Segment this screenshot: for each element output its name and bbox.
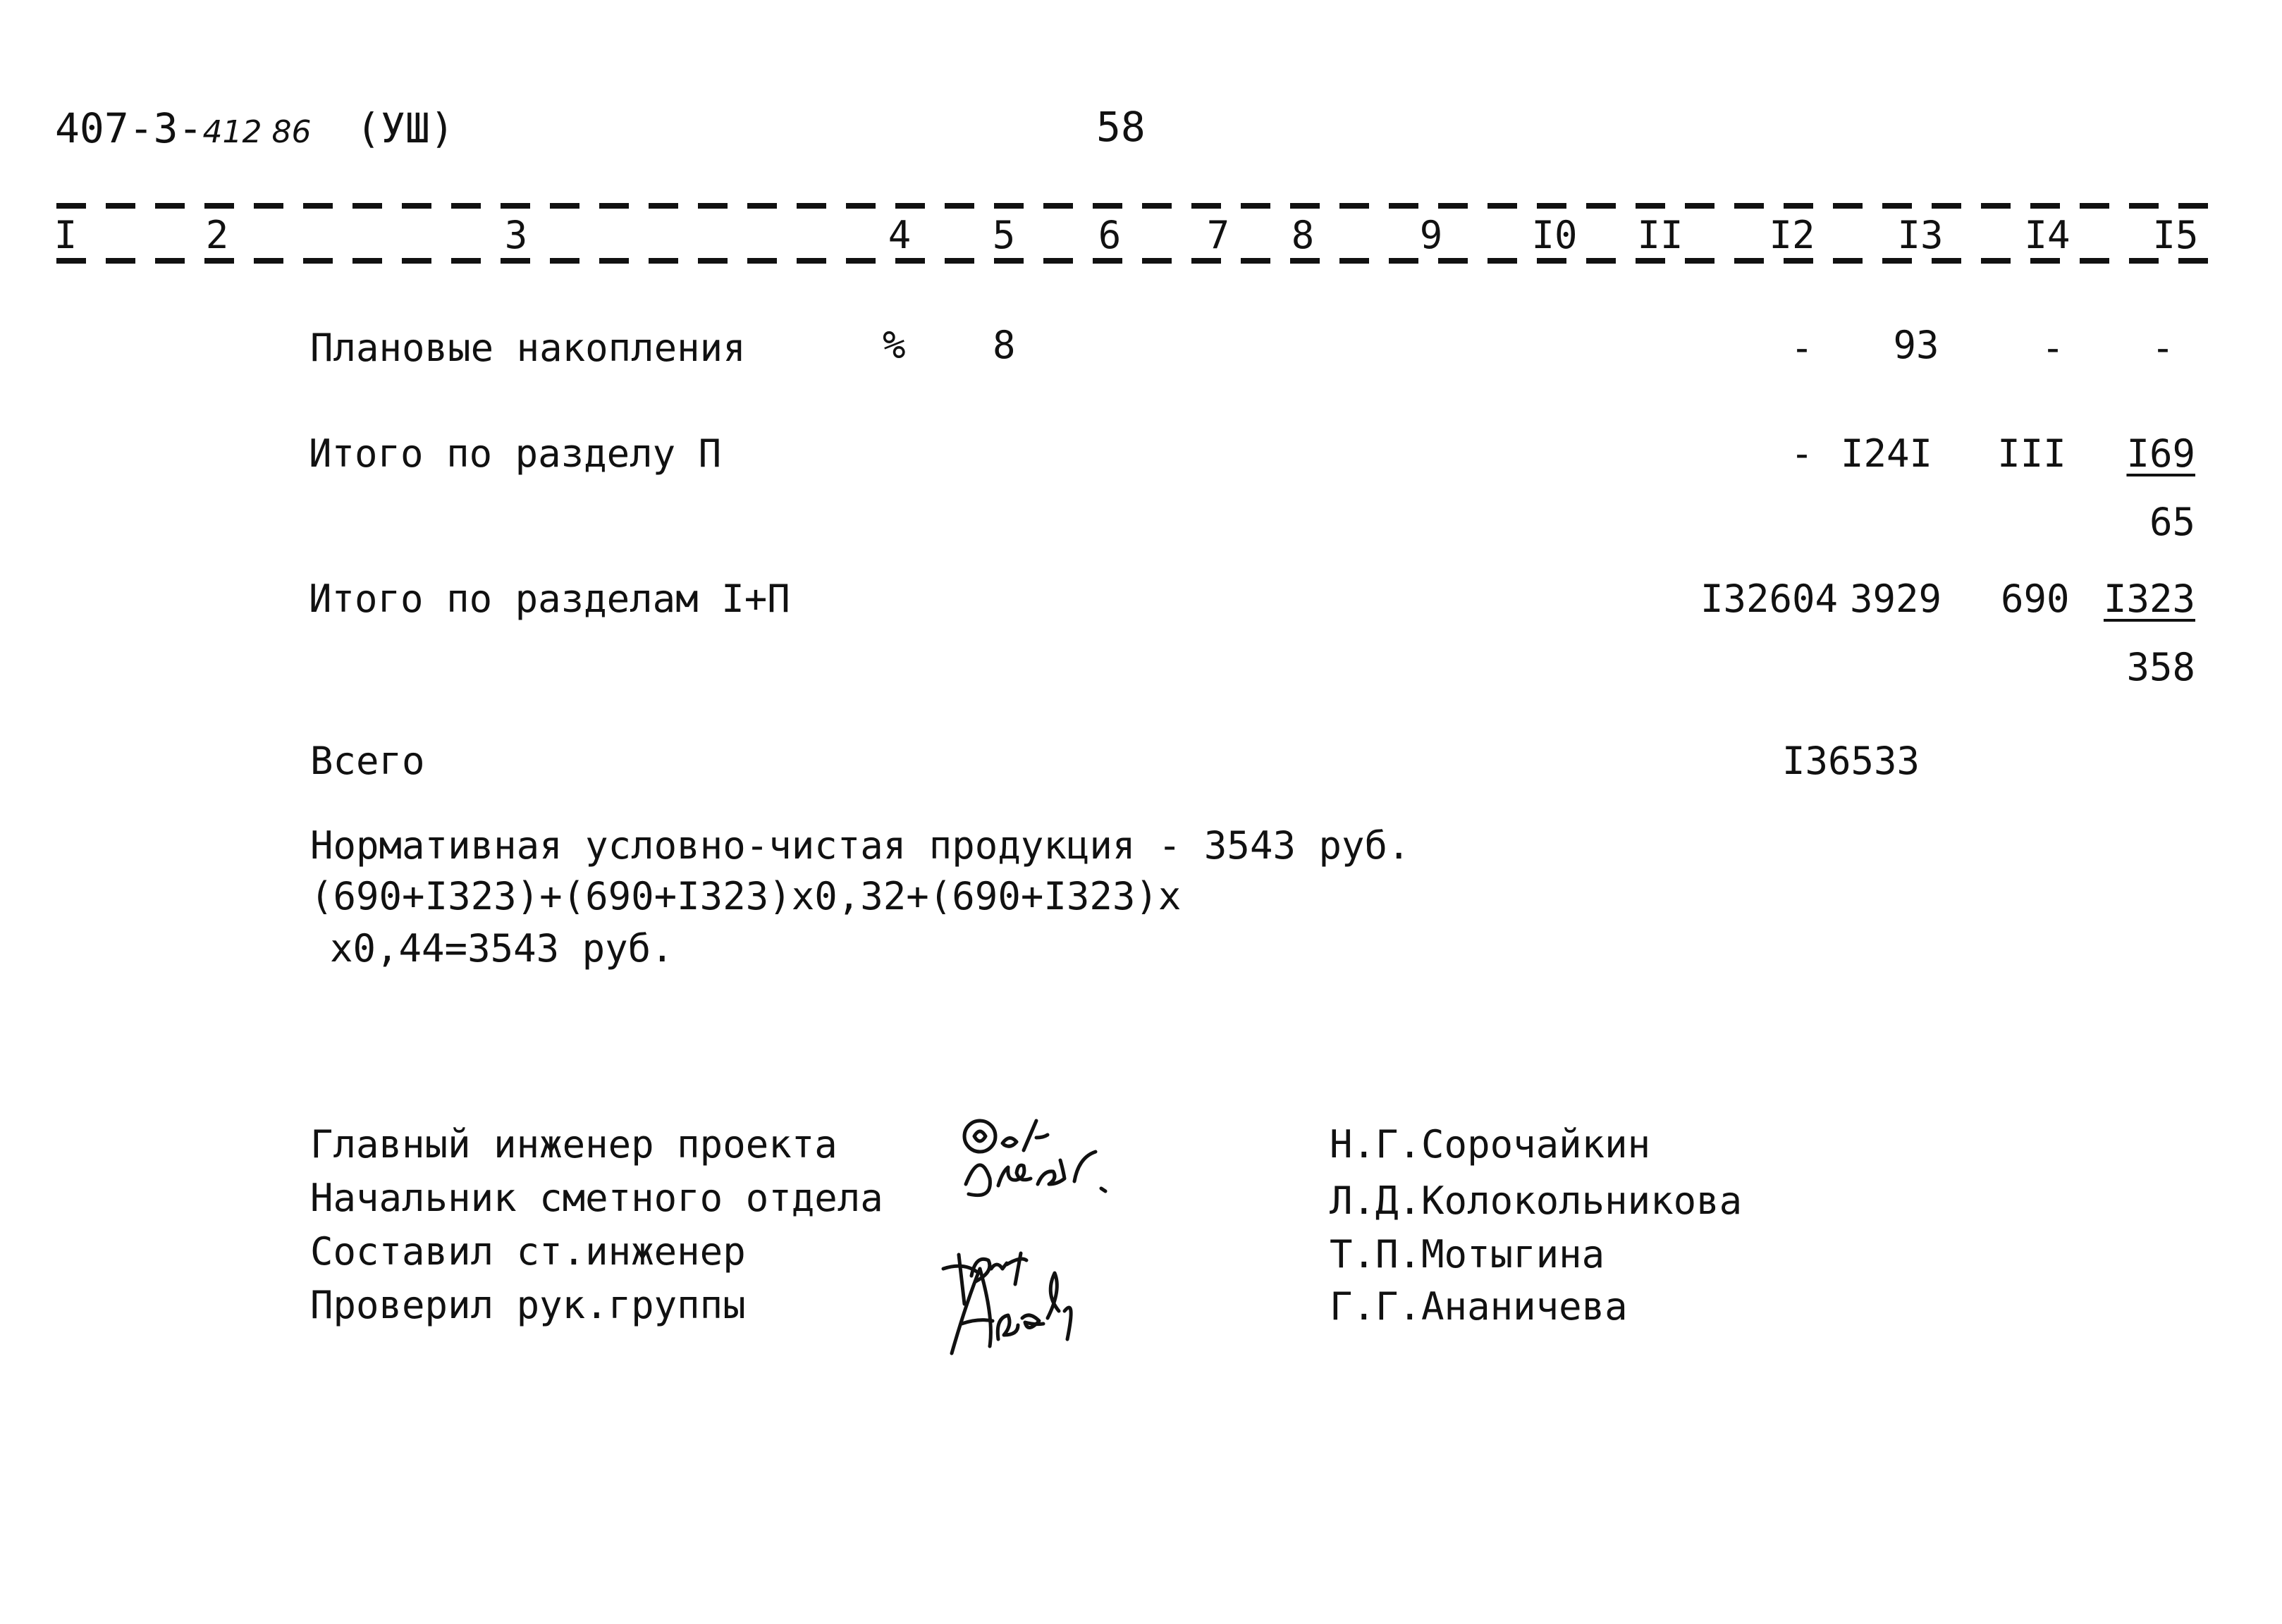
row-label: Итого по разделам I+П: [309, 577, 790, 621]
cell-col12: -: [1790, 326, 1814, 370]
column-number: I3: [1897, 213, 1944, 257]
grand-total-value: I36533: [1782, 739, 1920, 783]
page-number: 58: [1096, 103, 1146, 151]
unit-cell: %: [883, 323, 906, 367]
column-header-bottom-rule: [56, 258, 2214, 264]
column-number: I2: [1769, 213, 1815, 257]
signatory-name: Г.Г.Ананичева: [1330, 1284, 1628, 1329]
column-number: 2: [205, 213, 229, 257]
cell-col15-fraction: [2108, 431, 2195, 544]
column-number: I4: [2024, 213, 2071, 257]
row-label: Итого по разделу П: [309, 431, 722, 476]
column-number: 3: [504, 213, 528, 257]
column-header-top-rule: [56, 203, 2214, 209]
row-label: Плановые накопления: [310, 326, 746, 370]
column-number: 6: [1098, 213, 1122, 257]
cell-col14: -: [2041, 326, 2065, 370]
fraction-numerator: I323: [2103, 577, 2195, 621]
handwritten-signature-2: [931, 1241, 1142, 1367]
column-number: I5: [2152, 213, 2199, 257]
cell-col13: I24I: [1840, 431, 1933, 476]
row-label: Всего: [310, 739, 425, 783]
signatory-role: Главный инженер проекта: [310, 1122, 838, 1167]
fraction-denominator: 65: [2149, 500, 2195, 544]
column-number: I0: [1531, 213, 1578, 257]
column-number: 4: [888, 213, 912, 257]
handwritten-signature-1: [945, 1107, 1156, 1226]
document-code: [55, 104, 311, 152]
column-number: 9: [1419, 213, 1443, 257]
signatory-role: Составил ст.инженер: [310, 1229, 746, 1274]
note-line: Нормативная условно-чистая продукция - 3543 руб.: [310, 823, 1411, 868]
signatory-name: Л.Д.Колокольникова: [1330, 1179, 1743, 1223]
document-code-printed: 407-3-: [55, 104, 203, 152]
document-code-handwritten: 412 86: [202, 114, 312, 150]
signatory-role: Проверил рук.группы: [310, 1283, 746, 1327]
cell-col15: -: [2151, 326, 2175, 370]
note-line: x0,44=3543 руб.: [330, 926, 674, 971]
note-line: (690+I323)+(690+I323)x0,32+(690+I323)x: [310, 874, 1182, 918]
cell-col13: 93: [1893, 323, 1939, 367]
rate-cell: 8: [993, 323, 1016, 367]
column-number: 7: [1206, 213, 1230, 257]
cell-col12: -: [1790, 431, 1814, 476]
signatory-role: Начальник сметного отдела: [310, 1176, 883, 1220]
document-series: (УШ): [356, 104, 455, 152]
cell-col14: III: [1997, 431, 2066, 476]
signatory-name: Т.П.Мотыгина: [1330, 1232, 1605, 1277]
fraction-numerator: I69: [2126, 431, 2195, 476]
column-number: II: [1637, 213, 1683, 257]
cell-col12: I32604: [1700, 577, 1839, 621]
column-number: 5: [992, 213, 1016, 257]
cell-col15-fraction: [2087, 577, 2195, 689]
fraction-denominator: 358: [2126, 645, 2195, 689]
cell-col14: 690: [2001, 577, 2070, 621]
column-number: 8: [1291, 213, 1315, 257]
signatory-name: Н.Г.Сорочайкин: [1330, 1122, 1651, 1167]
column-number: I: [54, 213, 78, 257]
cell-col13: 3929: [1850, 577, 1942, 621]
